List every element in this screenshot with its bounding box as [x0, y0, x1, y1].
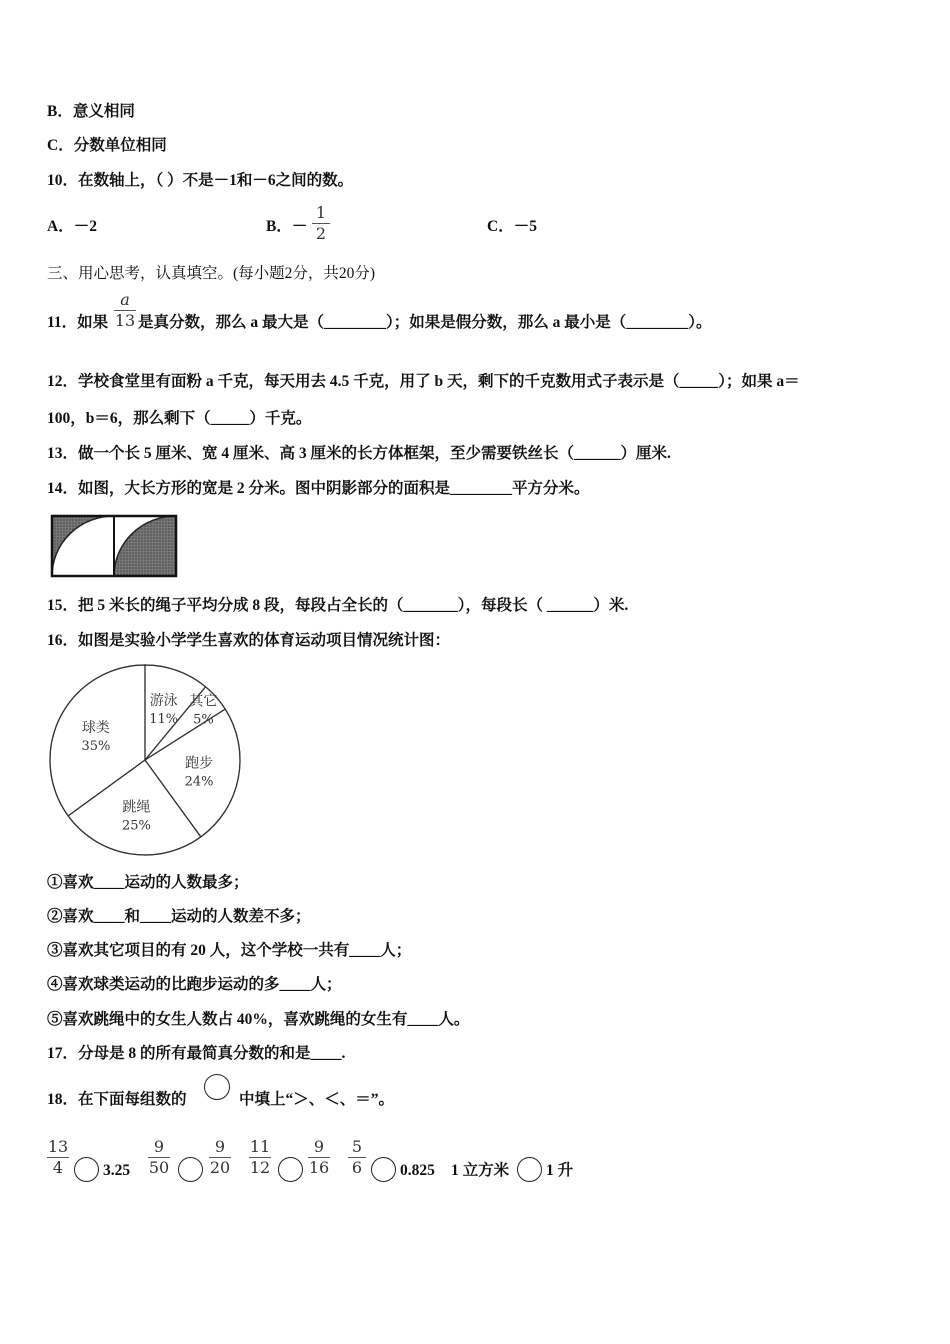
pie-label-percent: 25%: [121, 818, 151, 834]
q18-fraction-9-50: [148, 1138, 170, 1177]
fraction-numerator: 9: [313, 1137, 325, 1156]
q18-fraction-11-12: [249, 1138, 271, 1177]
fraction-denominator: 20: [209, 1158, 231, 1177]
compare-circle-3[interactable]: [278, 1157, 303, 1182]
pie-label-percent: 5%: [193, 712, 214, 728]
option-c: C．分数单位相同: [47, 137, 167, 154]
question-18-prefix: 18．在下面每组数的: [47, 1091, 187, 1108]
q16-item-3: ③喜欢其它项目的有 20 人，这个学校一共有____人；: [47, 942, 412, 959]
q18-fraction-13-4: [47, 1138, 69, 1177]
fraction-numerator: a: [120, 290, 130, 309]
question-11-prefix: 11．如果: [47, 314, 109, 331]
pie-label-percent: 11%: [149, 712, 179, 728]
fraction-numerator: 5: [351, 1137, 363, 1156]
q16-item-5: ⑤喜欢跳绳中的女生人数占 40%，喜欢跳绳的女生有____人。: [47, 1011, 470, 1028]
q16-item-1: ①喜欢____运动的人数最多；: [47, 874, 249, 891]
pie-label-percent: 24%: [184, 774, 214, 790]
section-3-heading: 三、用心思考，认真填空。(每小题2分，共20分): [47, 265, 376, 282]
fraction-numerator: 11: [249, 1137, 271, 1156]
compare-circle-1[interactable]: [74, 1157, 99, 1182]
pie-label-category: 跑步: [185, 755, 214, 772]
fraction-denominator: 2: [315, 224, 327, 243]
fraction-denominator: 50: [148, 1158, 170, 1177]
q18-fraction-5-6: [348, 1138, 366, 1177]
pie-label-category: 游泳: [149, 693, 178, 710]
question-10-stem: 10．在数轴上，（ ）不是－1和－6之间的数。: [47, 172, 354, 189]
pie-label-category: 其它: [189, 693, 218, 710]
question-12-line-1: 12．学校食堂里有面粉 a 千克，每天用去 4.5 千克，用了 b 天，剩下的千克数用式子表示是（_____）；如果 a＝: [47, 373, 800, 390]
q10-option-b-fraction: [312, 204, 330, 243]
q16-item-4: ④喜欢球类运动的比跑步运动的多____人；: [47, 976, 342, 993]
fraction-numerator: 9: [153, 1137, 165, 1156]
compare-circle-5[interactable]: [517, 1157, 542, 1182]
q18-value-1-cubic-meter: 1 立方米: [451, 1162, 510, 1179]
pie-label-percent: 35%: [81, 739, 111, 754]
q18-value-3-25: 3.25: [103, 1162, 131, 1179]
right-shaded-quarter-circle: [114, 516, 176, 576]
question-17: 17．分母是 8 的所有最简真分数的和是____.: [47, 1045, 346, 1062]
q18-fraction-9-20: [209, 1138, 231, 1177]
question-14: 14．如图，大长方形的宽是 2 分米。图中阴影部分的面积是________平方分米。: [47, 480, 590, 497]
pie-label-category: 跳绳: [122, 799, 151, 816]
q10-option-a: A．－2: [47, 218, 97, 235]
option-b: B．意义相同: [47, 103, 135, 120]
fraction-denominator: 4: [52, 1158, 64, 1177]
fraction-denominator: 6: [351, 1158, 363, 1177]
q18-value-1-liter: 1 升: [546, 1162, 574, 1179]
q18-value-0-825: 0.825: [400, 1162, 435, 1179]
fraction-numerator: 9: [214, 1137, 226, 1156]
q10-option-b: B．－: [266, 218, 308, 235]
fraction-denominator: 13: [114, 311, 136, 330]
q14-rectangle-figure: [48, 513, 180, 579]
q18-fraction-9-16: [308, 1138, 330, 1177]
compare-circle-2[interactable]: [178, 1157, 203, 1182]
q10-option-c: C．－5: [487, 218, 537, 235]
fraction-denominator: 16: [308, 1158, 330, 1177]
fraction-denominator: 12: [249, 1158, 271, 1177]
question-15: 15．把 5 米长的绳子平均分成 8 段，每段占全长的（_______），每段长（ ______）米.: [47, 597, 629, 614]
question-13: 13．做一个长 5 厘米、宽 4 厘米、高 3 厘米的长方体框架，至少需要铁丝长（______）厘米.: [47, 445, 671, 462]
q16-item-2: ②喜欢____和____运动的人数差不多；: [47, 908, 311, 925]
fraction-numerator: 1: [315, 203, 327, 222]
question-16-stem: 16．如图是实验小学学生喜欢的体育运动项目情况统计图：: [47, 632, 451, 649]
pie-label-category: 球类: [81, 720, 110, 736]
fraction-numerator: 13: [47, 1137, 69, 1156]
sports-pie-chart: [45, 660, 245, 860]
compare-circle-4[interactable]: [371, 1157, 396, 1182]
blank-circle-icon: [204, 1074, 230, 1100]
question-12-line-2: 100，b＝6，那么剩下（_____）千克。: [47, 410, 312, 427]
question-18-suffix: 中填上“＞、＜、＝”。: [239, 1091, 395, 1108]
question-11-suffix: 是真分数，那么 a 最大是（________）；如果是假分数，那么 a 最小是（________）。: [138, 314, 712, 331]
q11-fraction: [114, 291, 136, 330]
